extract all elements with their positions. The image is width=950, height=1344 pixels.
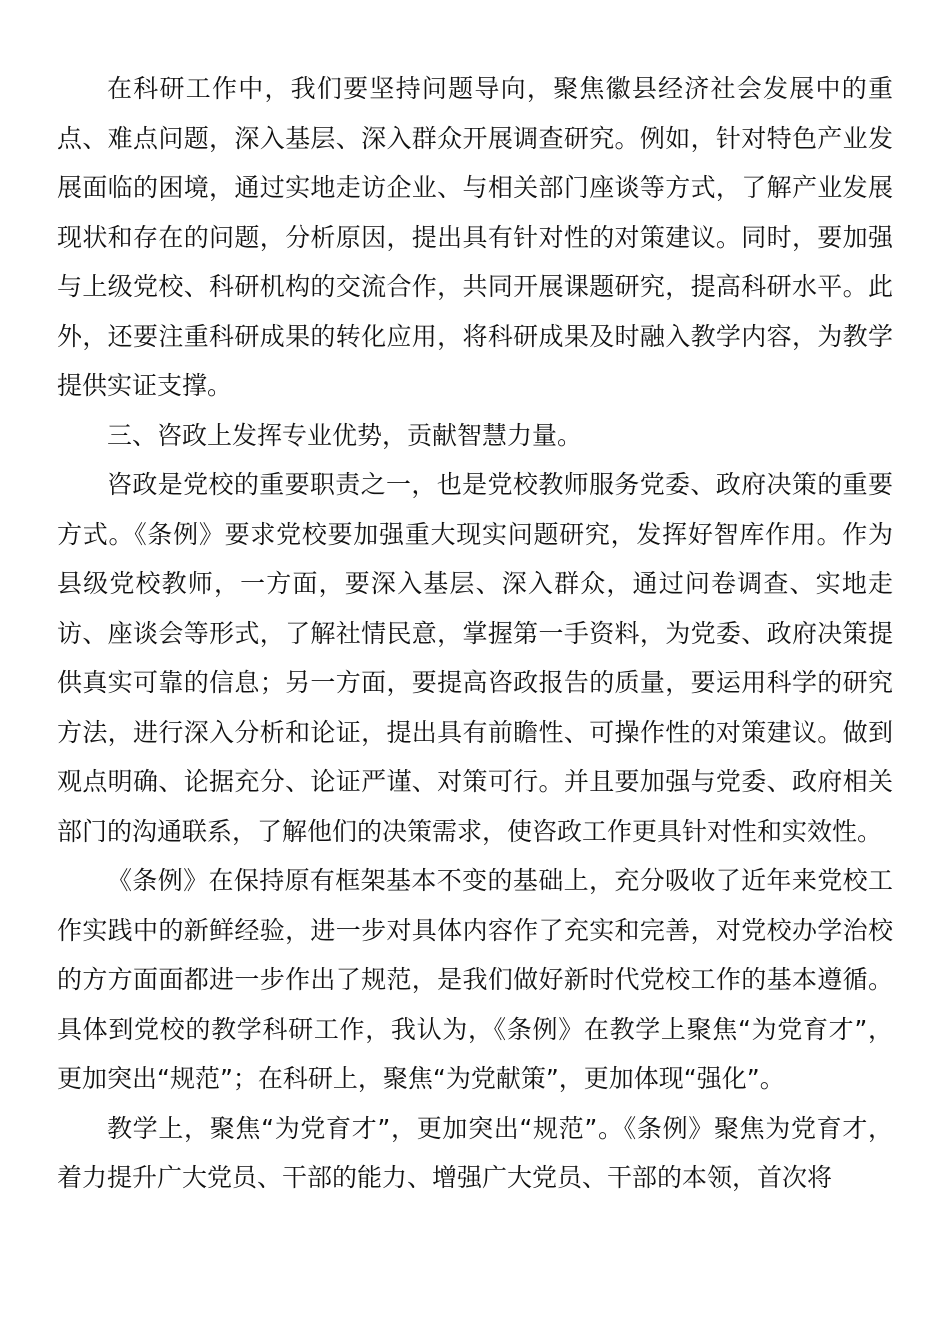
document-body bbox=[57, 64, 893, 1203]
paragraph-consulting: 咨政是党校的重要职责之一，也是党校教师服务党委、政府决策的重要方式。《条例》要求党校要加强重大现实问题研究，发挥好智库作用。作为县级党校教师，一方面，要深入基层、深入群众，通过问卷调查、实地走访、座谈会等形式，了解社情民意，掌握第一手资料，为党委、政府决策提供真实可靠的信息；另一方面，要提高咨政报告的质量，要运用科学的研究方法，进行深入分析和论证，提出具有前瞻性、可操作性的对策建议。做到观点明确、论据充分、论证严谨、对策可行。并且要加强与党委、政府相关部门的沟通联系，了解他们的决策需求，使咨政工作更具针对性和实效性。 bbox=[57, 470, 893, 846]
paragraph-research-work: 在科研工作中，我们要坚持问题导向，聚焦徽县经济社会发展中的重点、难点问题，深入基层、深入群众开展调查研究。例如，针对特色产业发展面临的困境，通过实地走访企业、与相关部门座谈等方式，了解产业发展现状和存在的问题，分析原因，提出具有针对性的对策建议。同时，要加强与上级党校、科研机构的交流合作，共同开展课题研究，提高科研水平。此外，还要注重科研成果的转化应用，将科研成果及时融入教学内容，为教学提供实证支撑。 bbox=[57, 74, 893, 400]
paragraph-regulations: 《条例》在保持原有框架基本不变的基础上，充分吸收了近年来党校工作实践中的新鲜经验，进一步对具体内容作了充实和完善，对党校办学治校的方方面面都进一步作出了规范，是我们做好新时代党校工作的基本遵循。具体到党校的教学科研工作，我认为，《条例》在教学上聚焦“为党育才”，更加突出“规范”；在科研上，聚焦“为党献策”，更加体现“强化”。 bbox=[57, 866, 893, 1093]
paragraph-teaching: 教学上，聚焦“为党育才”，更加突出“规范”。《条例》聚焦为党育才，着力提升广大党员、干部的能力、增强广大党员、干部的本领，首次将 bbox=[57, 1113, 893, 1192]
section-heading-consulting: 三、咨政上发挥专业优势，贡献智慧力量。 bbox=[107, 420, 583, 450]
